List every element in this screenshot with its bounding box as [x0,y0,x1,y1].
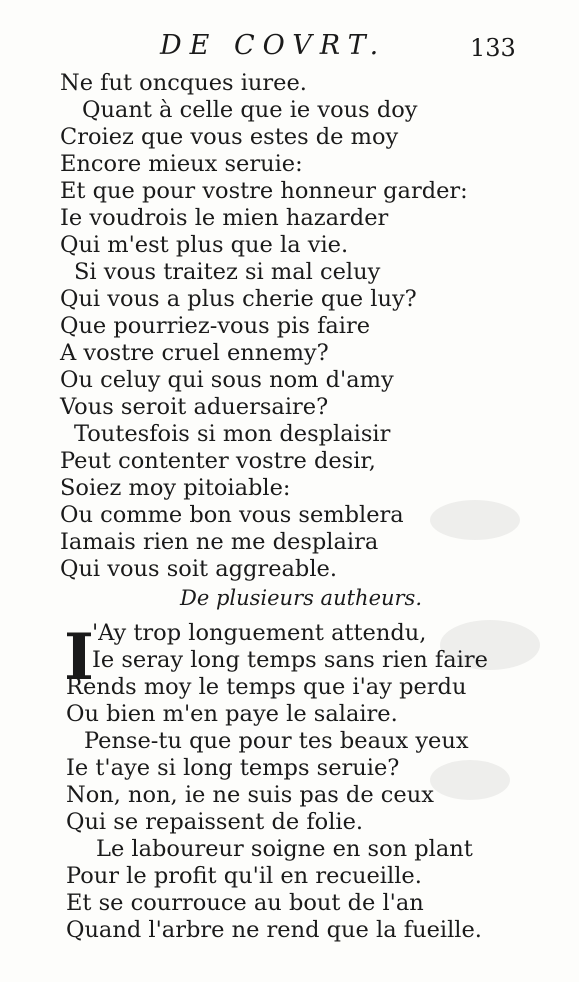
running-title: DE COVRT. [160,30,387,61]
poem-line: Quand l'arbre ne rend que la fueille. [66,917,482,943]
poem-line: Qui m'est plus que la vie. [60,232,349,258]
poem-line: Qui vous soit aggreable. [60,556,337,582]
poem-line: Encore mieux seruie: [60,151,303,177]
poem-line: Ou comme bon vous semblera [60,502,404,528]
poem-line: Ou bien m'en paye le salaire. [66,701,398,727]
poem-line: Ie t'aye si long temps seruie? [66,755,400,781]
bleed-through-mark [430,500,520,540]
poem-line: Ne fut oncques iuree. [60,70,307,96]
poem-line: Pense-tu que pour tes beaux yeux [84,728,469,754]
bleed-through-mark [430,760,510,800]
poem-line: Rends moy le temps que i'ay perdu [66,674,467,700]
poem-line: A vostre cruel ennemy? [60,340,329,366]
poem-line: Et se courrouce au bout de l'an [66,890,424,916]
section-subtitle: De plusieurs autheurs. [180,586,423,610]
poem-line: 'Ay trop longuement attendu, [92,620,427,646]
poem-line: Ie seray long temps sans rien faire [92,647,488,673]
poem-line: Quant à celle que ie vous doy [82,97,418,123]
poem-line: Qui vous a plus cherie que luy? [60,286,417,312]
poem-line: Vous seroit aduersaire? [60,394,329,420]
poem-line: Non, non, ie ne suis pas de ceux [66,782,434,808]
poem-line: Que pourriez-vous pis faire [60,313,371,339]
poem-line: Croiez que vous estes de moy [60,124,399,150]
poem-line: Toutesfois si mon desplaisir [74,421,391,447]
poem-line: Et que pour vostre honneur garder: [60,178,468,204]
poem-line: Le laboureur soigne en son plant [96,836,473,862]
poem-line: Ou celuy qui sous nom d'amy [60,367,394,393]
poem-line: Ie voudrois le mien hazarder [60,205,389,231]
drop-cap: I [64,620,94,695]
bleed-through-mark [440,620,540,670]
poem-line: Si vous traitez si mal celuy [74,259,381,285]
poem-line: Pour le profit qu'il en recueille. [66,863,422,889]
poem-line: Peut contenter vostre desir, [60,448,376,474]
page-number: 133 [470,34,516,62]
poem-line: Soiez moy pitoiable: [60,475,291,501]
poem-line: Qui se repaissent de folie. [66,809,364,835]
poem-line: Iamais rien ne me desplaira [60,529,379,555]
